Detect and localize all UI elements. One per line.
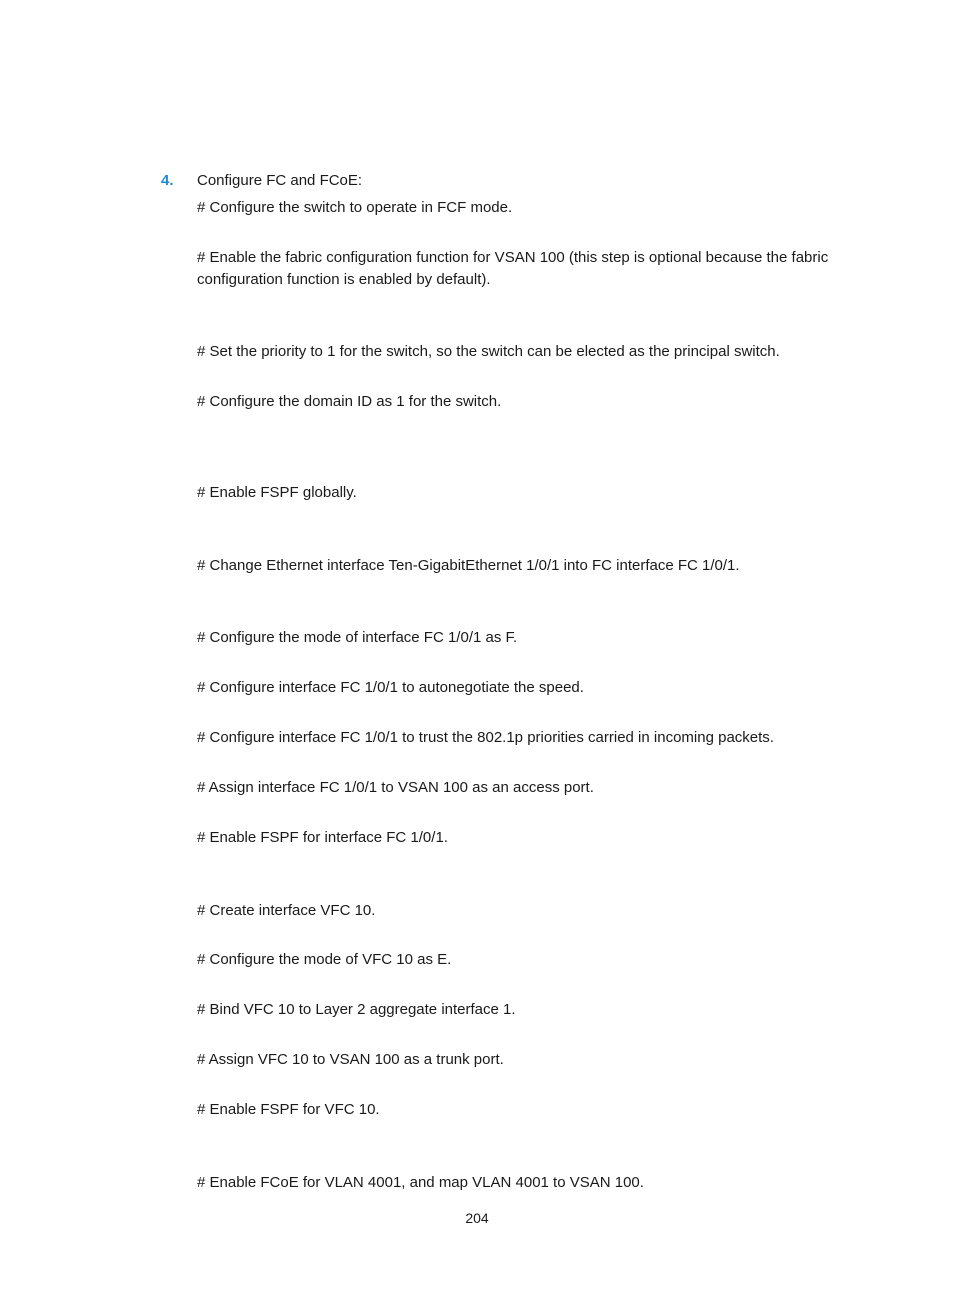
instruction-line: # Bind VFC 10 to Layer 2 aggregate interface 1. (197, 1001, 516, 1018)
step-number: 4. (161, 172, 174, 189)
page-number: 204 (465, 1210, 489, 1226)
instruction-line: # Configure the domain ID as 1 for the switch. (197, 393, 502, 410)
instruction-line: # Assign VFC 10 to VSAN 100 as a trunk port. (197, 1051, 504, 1068)
instruction-line: # Assign interface FC 1/0/1 to VSAN 100 as an access port. (197, 779, 594, 796)
step-title: Configure FC and FCoE: (197, 172, 363, 189)
instruction-line: # Enable FSPF for interface FC 1/0/1. (197, 829, 448, 846)
instruction-line: # Set the priority to 1 for the switch, so the switch can be elected as the principal switch. (197, 343, 780, 360)
instruction-line: # Enable FSPF for VFC 10. (197, 1101, 380, 1118)
instruction-line: # Configure interface FC 1/0/1 to autonegotiate the speed. (197, 679, 584, 696)
instruction-line: # Create interface VFC 10. (197, 902, 376, 919)
instruction-line: # Enable the fabric configuration function for VSAN 100 (this step is optional because the fabric configuration function is enabled by default). (197, 249, 829, 288)
instruction-line: # Enable FSPF globally. (197, 484, 357, 501)
instruction-line: # Configure the switch to operate in FCF mode. (197, 199, 513, 216)
instruction-line: # Change Ethernet interface Ten-GigabitEthernet 1/0/1 into FC interface FC 1/0/1. (197, 557, 740, 574)
instruction-line: # Configure the mode of interface FC 1/0/1 as F. (197, 629, 518, 646)
instruction-line: # Enable FCoE for VLAN 4001, and map VLAN 4001 to VSAN 100. (197, 1174, 644, 1191)
instruction-line: # Configure interface FC 1/0/1 to trust the 802.1p priorities carried in incoming packets. (197, 729, 774, 746)
instruction-line: # Configure the mode of VFC 10 as E. (197, 951, 452, 968)
